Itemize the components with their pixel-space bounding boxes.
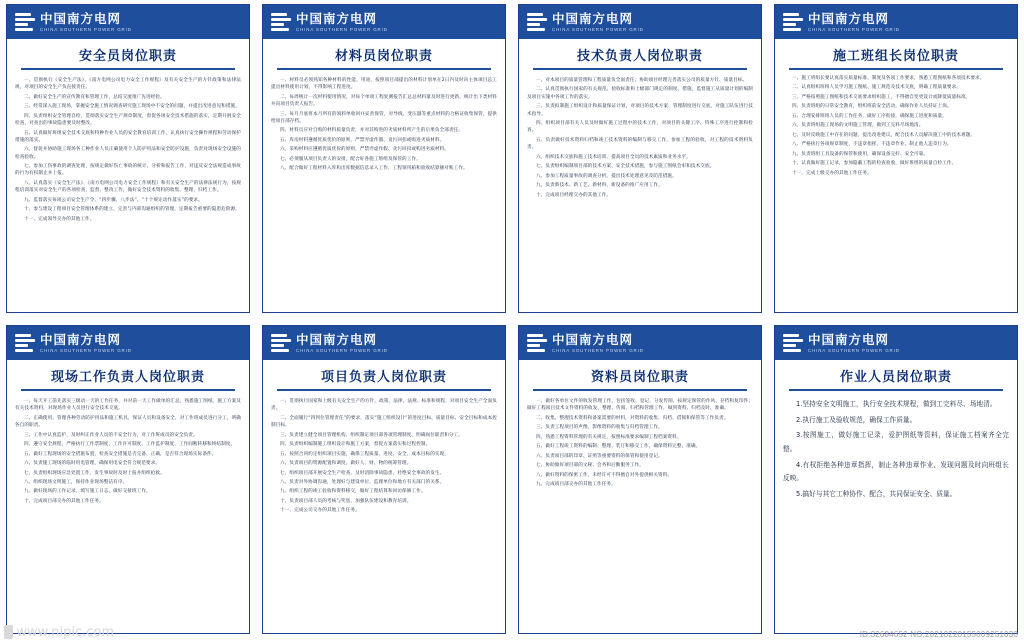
brand-name-cn: 中国南方电网 [40, 332, 122, 347]
brand-name-en: CHINA SOUTHERN POWER GRID [808, 26, 900, 32]
paragraph: 一、贯彻执行《安全生产法》、《南方电网公司电力安全工作规程》及有关安全生产的方针政策和法律法规，对项目的安全生产负直接责任。 [15, 78, 241, 91]
paragraph: 九、负责新技术、新工艺、新材料、新设备的推广应用工作。 [536, 183, 663, 189]
csg-logo-icon [527, 13, 547, 31]
card-body [519, 73, 761, 312]
card-title-area [263, 39, 505, 73]
brand-text [808, 333, 900, 354]
paragraph: 三、负责建立健全项目管理机构，组织制定项目部各项管理制度，明确岗位职责和分工。 [280, 432, 464, 438]
paragraph: 七、及时反映施工中存在的问题，提出改进建议，配合技术人员解决施工中的技术难题。 [792, 132, 976, 138]
card-header [775, 326, 1017, 360]
paragraph: 十一、完成上级交办的其他工作任务。 [792, 170, 872, 176]
paragraph: 一、做好各单位文件的收发管理工作，包括签收、登记、分发传阅，按规定保管的作风、存档和复印件；做好工程项目技术文件资料的收发、整理、传阅、归档和管理工作，做到资料、归档及时、准确。 [527, 399, 753, 412]
poster-card [768, 0, 1024, 321]
paragraph: 一、贯彻执行国家和上级有关安全生产的方针、政策、法律、法规、标准和规程，对项目安全生产全面负责。 [271, 399, 497, 412]
paragraph: 四、负责组织编制施工组织设计和施工方案，督促方案落实和过程控制。 [280, 442, 431, 448]
paragraph: 九、负责班组工具设备的保管和使用，确保设备完好、安全可靠。 [792, 151, 929, 157]
paragraph: 八、参加工程质量事故的调查分析，提出技术处理意见及防范措施。 [536, 173, 677, 179]
paragraph: 十、负责项目部人员的考核与奖惩，加强队伍建设和教育培训。 [280, 498, 412, 504]
brand-text [808, 12, 900, 33]
card-body [7, 73, 249, 312]
paragraph: 九、完成项目部交办的其他工作任务。 [536, 482, 616, 488]
paragraph: 六、督促并协助施工现场各工种作业人员正确使用个人防护用品和安全防护设施，负责对现场安全设施的检查验收。 [15, 147, 241, 160]
card-body [263, 394, 505, 633]
csg-logo-icon [15, 334, 35, 352]
card-body [775, 73, 1017, 312]
paragraph: 七、协助做好项目部的文秘、会务和后勤服务工作。 [536, 463, 644, 469]
brand-name-en: CHINA SOUTHERN POWER GRID [552, 26, 644, 32]
card-frame [262, 4, 506, 313]
title-divider [789, 68, 1003, 70]
paragraph: 五、按照合同约定组织项目实施，确保工程质量、进度、安全、成本目标的实现。 [280, 451, 449, 457]
paragraph: 五、做好工程竣工资料的编制、整理、装订和移交工作，确保资料完整、准确。 [536, 444, 701, 450]
paragraph: 四、材料员应对自购的材料质量负责，并对其购进的劣质材料所产生的后果负全部责任。 [280, 128, 464, 134]
paragraph: 九、组织工程的竣工验收和资料移交，做好工程结算和回访保修工作。 [280, 489, 426, 495]
brand-name-cn: 中国南方电网 [808, 11, 890, 26]
paragraph: 十一、完成领导交办的其他工作。 [24, 216, 95, 222]
brand-name-cn: 中国南方电网 [40, 11, 122, 26]
card-header [519, 326, 761, 360]
card-title-area [7, 360, 249, 394]
paragraph: 十、认真做好施工记录，参加隐蔽工程的检查验收，做好班组的质量自检工作。 [792, 161, 957, 167]
card-title-area [775, 39, 1017, 73]
card-body [775, 394, 1017, 633]
page-title: 材料员岗位职责 [334, 49, 433, 64]
card-header [775, 5, 1017, 39]
paragraph: 六、负责项目部的印章、证照等重要资料的保管和使用登记。 [536, 453, 663, 459]
paragraph: 四、负责班组的日常安全教育，组织班前安全活动，确保作业人员持证上岗。 [792, 104, 952, 110]
title-divider [533, 389, 747, 391]
csg-logo-icon [527, 334, 547, 352]
paragraph: 八、做好资料的保密工作，未经许可不得擅自对外提供相关资料。 [536, 472, 673, 478]
card-header [7, 5, 249, 39]
brand-name-cn: 中国南方电网 [296, 11, 378, 26]
card-body [519, 394, 761, 633]
paragraph: 七、负责组织编制项目部的技术方案、安全技术措施，参与施工图纸会审和技术交底。 [536, 164, 715, 170]
title-divider [21, 68, 235, 70]
card-frame [774, 325, 1018, 634]
csg-logo-icon [783, 334, 803, 352]
title-divider [277, 389, 491, 391]
brand-text [552, 333, 644, 354]
card-frame [518, 325, 762, 634]
csg-logo-icon [15, 13, 35, 31]
paragraph: 5.搞好与其它工种协作、配合，共同保证安全、质量。 [796, 489, 957, 498]
paragraph: 八、组织现场文明施工，保持作业现场整洁有序。 [24, 479, 128, 485]
card-frame [6, 325, 250, 634]
paragraph: 九、做好现场的工作记录，填写施工日志，做好交接班工作。 [24, 489, 151, 495]
csg-logo-icon [271, 13, 291, 31]
brand-name-en: CHINA SOUTHERN POWER GRID [296, 26, 388, 32]
paragraph: 四、负责组织安全管理自检，贯彻落实安全生产规章制度，督促各项安全技术措施的落实，定期开展安全检查，对查出的事故隐患要及时整改。 [15, 113, 241, 127]
paragraph: 八、负责对外协调沟通，处理好与建设单位、监理单位和地方有关部门的关系。 [280, 479, 445, 485]
card-frame [6, 4, 250, 313]
paragraph: 四、熟悉工程资料管理的有关规定，按照标准要求编制工程档案资料。 [536, 434, 682, 440]
paragraph: 二、每周统计一次材料使用情况，对每个单项工程复测报告汇总总材料量及时进行更新，统计出下类材料并向项目负责人报告。 [271, 94, 497, 108]
paragraph: 八、严格执行各项规章制度，不违章指挥，不违章作业，制止他人违章行为。 [792, 142, 952, 148]
paragraph: 六、组织技术交底和施工技术培训，提高项目全员的技术素质和业务水平。 [536, 154, 691, 160]
paragraph: 六、负责项目的资源配置和调度，做好人、财、物的统筹管理。 [280, 461, 412, 467]
paragraph: 1.坚持安全文明施工，执行安全技术规程，做到工完料尽、场地清。 [796, 400, 997, 408]
watermark-logo [4, 623, 114, 641]
brand-name-en: CHINA SOUTHERN POWER GRID [808, 347, 900, 353]
page-title: 施工班组长岗位职责 [832, 49, 959, 64]
brand-name-en: CHINA SOUTHERN POWER GRID [40, 347, 132, 353]
csg-logo-icon [271, 334, 291, 352]
paragraph: 五、认真做好班组安全技术交底和特种作业人员的安全教育培训工作，认真执行安全操作规程和劳动保护措施的落实。 [15, 130, 241, 143]
paragraph: 五、库房材料遵循优质优价的原则，严禁弄虚作假、贪污回扣或购进劣质材料。 [280, 137, 445, 143]
paragraph: 二、认真贯彻执行国家的有关规范、验收标准和上级部门规定的制度、措施，监督施工从质量计划的编制及项目实施中各项工作的落实。 [527, 87, 753, 100]
brand-name-en: CHINA SOUTHERN POWER GRID [40, 26, 132, 32]
poster-card [512, 0, 768, 321]
brand-name-en: CHINA SOUTHERN POWER GRID [552, 347, 644, 353]
paragraph: 二、全面履行“四到位管理责任”的要求，落实“施工组织设计”的进度目标、质量目标、安全目标和成本控制目标。 [271, 415, 497, 429]
brand-text [296, 12, 388, 33]
paragraph: 三、每月月底将本月所有的领料单收回并妥善保管，对导线、变压器等重点材料的合格证收集保管，提供给项目部存档。 [271, 111, 497, 124]
paragraph: 五、做好工程现场的安全措施布置，检查安全措施是否完备、正确，是否符合现场实际条件。 [24, 451, 217, 457]
brand-name-cn: 中国南方电网 [296, 332, 378, 347]
card-title-area [775, 360, 1017, 394]
card-frame [518, 4, 762, 313]
brand-text [40, 12, 132, 33]
page-title: 项目负责人岗位职责 [320, 370, 447, 385]
paragraph: 十一、完成公司交办的其他工作任务。 [280, 508, 360, 514]
card-frame [774, 4, 1018, 313]
paragraph: 2.执行施工及验收规范，确保工作质量。 [796, 415, 917, 424]
title-divider [277, 68, 491, 70]
poster-card [0, 0, 256, 321]
paragraph: 十、完成项目部交办的其他工作任务。 [24, 498, 104, 504]
watermark-square-icon [4, 625, 13, 639]
title-divider [21, 389, 235, 391]
paragraph: 三、严格按照施工图纸和技术交底要求组织施工，不得擅自变更设计或降低质量标准。 [792, 94, 971, 100]
paragraph: 九、监督落实每项公司安全生产令、“四步骤、八步法”、“十个规定动作落实”的要求。 [24, 197, 203, 203]
paragraph: 五、负责做好技术资料归档和竣工技术资料的编制与移交工作，参加工程的验收，对工程的技术资料负责。 [527, 137, 753, 151]
brand-name-cn: 中国南方电网 [552, 332, 634, 347]
brand-text [40, 333, 132, 354]
paragraph: 二、做好安全生产的宣传教育和管理工作，总结交流推广先进经验。 [24, 94, 165, 100]
page-title: 现场工作负责人岗位职责 [50, 370, 205, 385]
page-title: 资料员岗位职责 [590, 370, 689, 385]
paragraph: 六、采购材料应遵循优质优价的原则，严禁弄虚作假、贪污回扣或购进劣质材料。 [280, 147, 449, 153]
brand-name-en: CHINA SOUTHERN POWER GRID [296, 347, 388, 353]
paragraph: 三、工作中认真监护，及时纠正作业人员的不安全行为，对工作班成员的安全负责。 [24, 432, 198, 438]
card-title-area [519, 360, 761, 394]
paragraph: 十、参与建设工程项目安全管理体系的建立、完善与内部沟通组织的管理，定期报告重要的隐患危险源。 [24, 207, 240, 213]
paragraph: 三、负责拟制施工组织设计和质量保证计划，对项目的技术方案、管理制度进行交底，对施工队伍进行技术指导。 [527, 104, 753, 117]
paragraph: 七、组织项目部开展安全生产检查，及时消除事故隐患，杜绝安全事故的发生。 [280, 470, 445, 476]
title-divider [533, 68, 747, 70]
card-header [519, 5, 761, 39]
brand-name-cn: 中国南方电网 [552, 11, 634, 26]
image-id-label: ID:32684652 NO:20210220155009251030 [859, 630, 1018, 639]
paragraph: 七、负责组织现场应急处置工作，发生事故时及时上报并组织抢救。 [24, 470, 165, 476]
paragraph: 一、施工班组长要认真落实质量标准、制度及各项工作要求，熟悉工程图纸和各项技术要求。 [792, 76, 985, 81]
paragraph: 六、负责施工现场的临时用电管理，确保用电安全符合规范要求。 [24, 461, 161, 467]
paragraph: 四、组织项目部有关人员及时做好施工过程中的技术工作，对项目的关键工序、特殊工序进行控制和检查。 [527, 121, 753, 134]
page-title: 技术负责人岗位职责 [576, 49, 703, 64]
card-title-area [263, 360, 505, 394]
paragraph: 一、材料员必须熟知各种材料的性能、用途、按照项目部提出的材料计划单在2日内及时向主体项目总工提出材料使用计划，不得影响工程进度。 [271, 78, 497, 91]
paragraph: 五、合理安排班组人员的工作任务，做好工序衔接，确保施工进度和质量。 [792, 113, 947, 119]
paragraph: 七、必须服从项目负责人的安排，配合好各施工班组及保管的工作。 [280, 156, 421, 162]
brand-text [552, 12, 644, 33]
paragraph: 四、遵守安全规程，严格执行工作票制度、工作许可制度、工作监护制度、工作间断转移和终结制度。 [24, 442, 236, 448]
poster-card [256, 321, 512, 642]
brand-name-cn: 中国南方电网 [808, 332, 890, 347]
paragraph: 二、认真组织班组人员学习施工图纸、施工规范及技术交底，明确工程质量要求。 [792, 85, 961, 91]
card-body [7, 394, 249, 633]
paragraph: 三、经常深入施工现场，掌握安全施工情况调查研究施工现场中不安全的问题，并提出改进意见和措施。 [24, 104, 240, 110]
paragraph: 3.按图施工，做好施工记录，爱护图纸等资料，保证施工档案齐全完整。 [783, 431, 1009, 453]
poster-card [512, 321, 768, 642]
watermark-site: www.nipic.com [16, 624, 114, 640]
card-title-area [7, 39, 249, 73]
brand-text [296, 333, 388, 354]
page-title: 作业人员岗位职责 [839, 370, 952, 385]
poster-card [256, 0, 512, 321]
card-body [263, 73, 505, 312]
title-divider [789, 389, 1003, 391]
page-title: 安全员岗位职责 [78, 49, 177, 64]
paragraph: 三、负责工程项目的声像、影像资料的收集与归档管理工作。 [536, 425, 663, 431]
poster-card [0, 321, 256, 642]
paragraph: 4.有权拒绝各种违章指挥，制止各种违章作业，发现问题及时向班组长反映。 [783, 460, 1009, 483]
paragraph: 八、认真落实《安全生产法》、《南方电网公司电力安全工作规程》和有关安全生产的法律法规行为，按规程培训落实对安全生产的各项检查、监督、整改工作，做好安全技术资料的收集、整理、归档工作。 [15, 180, 241, 194]
paragraph: 一、对本项目的质量管理和工程质量负全面责任；协助项目经理完善落实公司的质量方针、质量目标。 [536, 78, 748, 83]
poster-card [768, 321, 1024, 642]
paragraph: 八、配合做好工程材料入库和出库数据信息录入工作，工程领用箱和验收结算额对账工作。 [280, 166, 468, 172]
paragraph: 一、每天开工前先落实三级动一天的工作任务，并对前一天工作做单的汇总，熟悉施工图纸、施工方案及有关技术资料，对现场作业人员进行安全技术交底。 [15, 399, 241, 412]
card-frame [262, 325, 506, 634]
paragraph: 十、完成项目经理交办的其他工作。 [536, 192, 612, 198]
card-header [7, 326, 249, 360]
csg-logo-icon [783, 13, 803, 31]
paragraph: 二、收集、整理技术资料和备案需要的材料，对资料的收集、归档、借阅和保管等工作负责。 [536, 415, 729, 421]
paragraph: 二、正确使用、管理各种劳动防护用品和施工机具，保证人员和设备安全，对工作班成员进行分工，明确各自的职责。 [15, 415, 241, 429]
paragraph: 七、参加工伤事故的调查处理，按规定做好伤亡事故的统计、分析和报告工作，对违反安全法规造成事故的行为有权制止并上报。 [15, 164, 241, 177]
card-header [263, 5, 505, 39]
paragraph: 六、负责班组施工现场的文明施工管理，做到工完料尽场地清。 [792, 123, 924, 129]
card-header [263, 326, 505, 360]
card-title-area [519, 39, 761, 73]
